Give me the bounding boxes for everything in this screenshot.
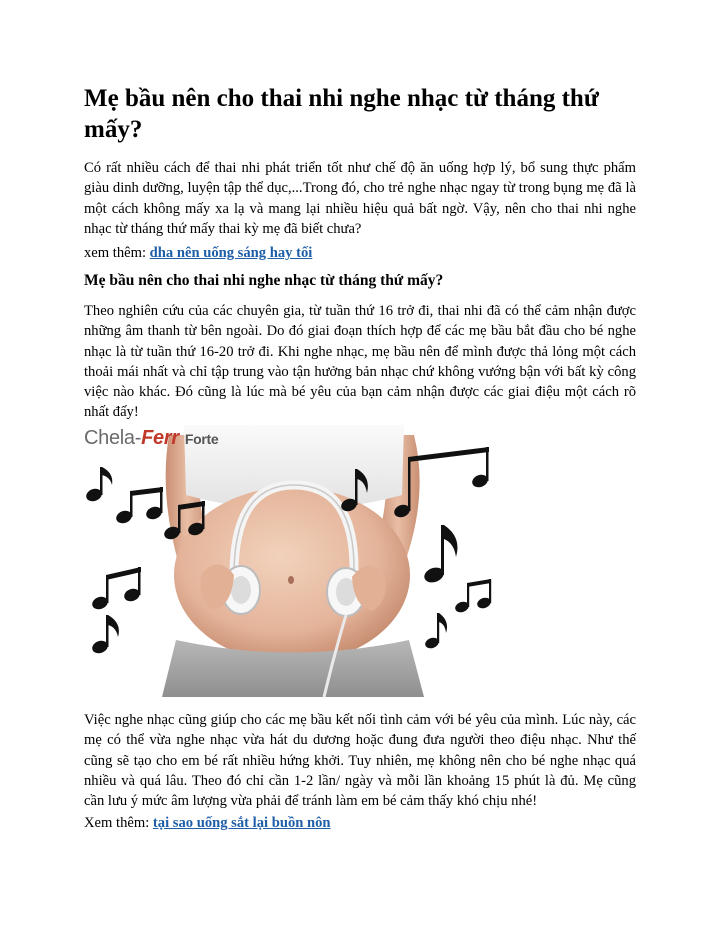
see-also-1-prefix: xem thêm:	[84, 245, 147, 261]
navel	[288, 576, 294, 584]
beamed-notes-icon	[90, 567, 141, 611]
music-note-icon	[422, 525, 457, 585]
body-paragraph-3: Việc nghe nhạc cũng giúp cho các mẹ bầu kết nối tình cảm với bé yêu của mình. Lúc này, các mẹ có thể vừa nghe nhạc vừa hát du dương hoặc đung đưa người theo điệu nhạc. Như thế cũng sẽ tạo cho em bé rất nhiều hứng khởi. Tuy nhiên, mẹ không nên cho bé nghe nhạc quá nhiều và quá lâu. Theo đó chỉ cần 1-2 lần/ ngày và mỗi lần khoảng 15 phút là đủ. Mẹ cũng cần lưu ý mức âm lượng vừa phải để tránh làm em bé cảm thấy khó chịu nhé!	[84, 712, 636, 810]
article-title: Mẹ bầu nên cho thai nhi nghe nhạc từ tháng thứ mấy?	[84, 85, 599, 143]
see-also-1-link[interactable]: dha nên uống sáng hay tối	[149, 245, 313, 261]
intro-paragraph: Có rất nhiều cách để thai nhi phát triển tốt như chế độ ăn uống hợp lý, bổ sung thực phẩm giàu dinh dưỡng, luyện tập thể dục,...Trong đó, cho trẻ nghe nhạc ngay từ trong bụng mẹ đã là một cách không mấy xa lạ và mang lại nhiều hiệu quả bất ngờ. Vậy, nên cho thai nhi nghe nhạc từ tháng thứ mấy thai kỳ mẹ đã biết chưa?	[84, 160, 636, 237]
pregnant-headphones-image	[84, 425, 502, 697]
music-note-icon	[84, 467, 112, 503]
brand-logo: Chela-Ferr Forte	[84, 427, 219, 449]
see-also-2-link[interactable]: tại sao uống sắt lại buồn nôn	[152, 815, 331, 831]
see-also-2-prefix: Xem thêm:	[84, 815, 150, 831]
music-note-icon	[90, 615, 118, 655]
illustration-svg	[84, 425, 502, 697]
body-paragraph-2: Theo nghiên cứu của các chuyên gia, từ tuần thứ 16 trở đi, thai nhi đã có thể cảm nhận được những âm thanh từ bên ngoài. Do đó giai đoạn thích hợp để các mẹ bầu bắt đầu cho bé nghe nhạc là từ tuần thứ 16-20 trở đi. Khi nghe nhạc, mẹ bầu nên để mình được thả lỏng một cách thoải mái nhất và chỉ tập trung vào tận hưởng bản nhạc chứ không vướng bận với bất kỳ công việc nào khác. Đó cũng là lúc mà bé yêu của bạn cảm nhận được các giai điệu một cách rõ nhất đấy!	[84, 303, 636, 421]
section-heading: Mẹ bầu nên cho thai nhi nghe nhạc từ tháng thứ mấy?	[84, 272, 444, 289]
beamed-notes-icon	[454, 579, 493, 614]
music-note-icon	[424, 613, 447, 650]
see-also-2	[84, 813, 331, 833]
beamed-notes-icon	[114, 487, 163, 525]
see-also-1	[84, 243, 312, 263]
